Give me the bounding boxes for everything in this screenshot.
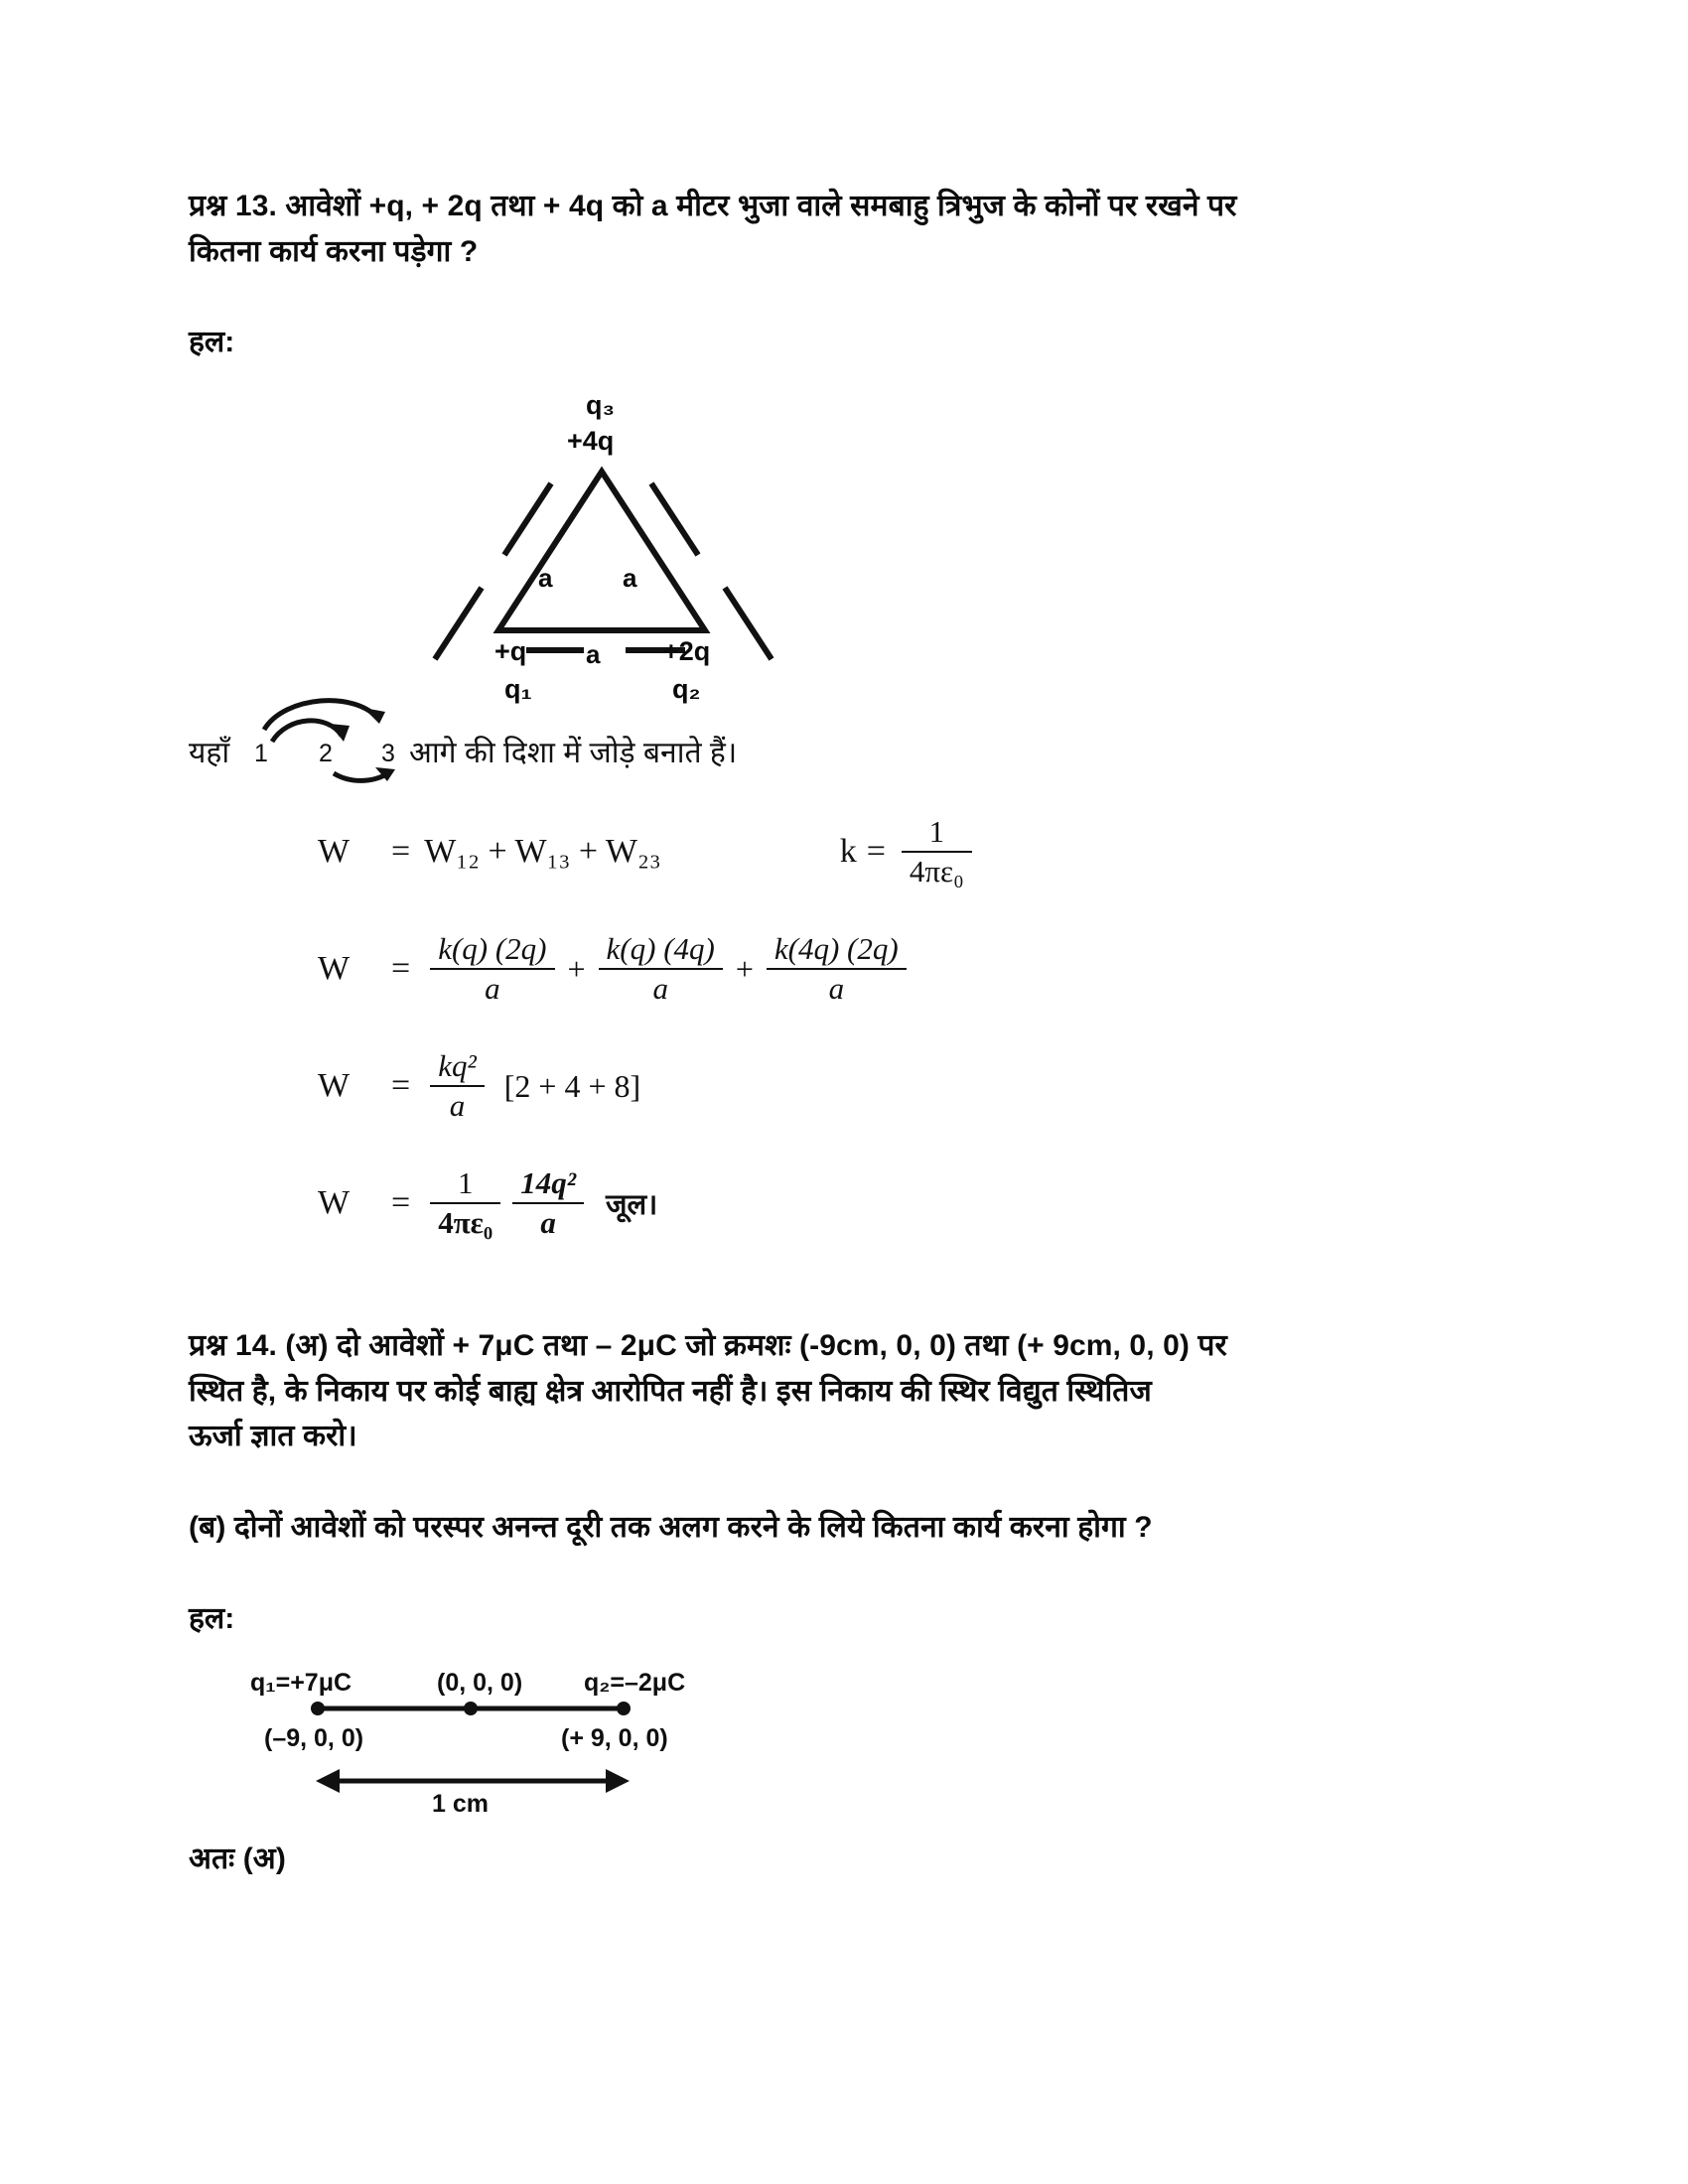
page-content xyxy=(189,184,1470,1881)
eq3-fraction xyxy=(430,1050,485,1122)
question-13-text xyxy=(189,184,1470,274)
eq2-term-3-denominator: a xyxy=(767,968,907,1006)
question-13-solution-label: हल: xyxy=(189,326,235,359)
eq4-f2-numerator: 14q² xyxy=(520,1165,577,1201)
question-14-line-2: स्थित है, के निकाय पर कोई बाह्य क्षेत्र आरोपित नहीं है। इस निकाय की स्थिर विद्युत स्थितिज xyxy=(189,1374,1152,1408)
eq2-term-3-numerator: k(4q) (2q) xyxy=(774,931,899,967)
question-13-line-2: कितना कार्य करना पड़ेगा ? xyxy=(189,234,479,268)
triangle-figure-svg xyxy=(189,386,884,684)
triangle-apex-charge: +4q xyxy=(567,426,615,457)
eq2-lhs: W xyxy=(318,950,351,988)
question-14-answer-label: अतः (अ) xyxy=(189,1842,286,1875)
equation-row-4 xyxy=(318,1145,1470,1262)
spacer xyxy=(189,1637,1470,1663)
triangle-left-charge: +q xyxy=(494,636,527,667)
eq3-equals: = xyxy=(391,1067,411,1105)
triangle-side-left-label: a xyxy=(538,563,553,594)
axis-distance-label: 1 cm xyxy=(432,1789,489,1818)
question-13-line-1: प्रश्न 13. आवेशों +q, + 2q तथा + 4q को a मीटर भुजा वाले समबाहु त्रिभुज के कोनों पर रखने पर xyxy=(189,190,1237,222)
pair-index-1: 1 xyxy=(254,740,268,768)
pair-note-prefix: यहाँ xyxy=(189,737,230,770)
triangle-side-right-label: a xyxy=(623,563,637,594)
pair-index-2: 2 xyxy=(319,740,333,768)
question-13-equations xyxy=(318,793,1470,1262)
eq3-numerator: kq² xyxy=(438,1048,477,1084)
equation-row-1 xyxy=(318,793,1470,910)
eq2-equals: = xyxy=(391,950,411,988)
spacer xyxy=(189,1262,1470,1323)
axis-origin-label: (0, 0, 0) xyxy=(437,1668,523,1697)
eq4-fraction-2 xyxy=(512,1167,584,1239)
eq4-f1-numerator: 1 xyxy=(457,1165,474,1201)
eq4-unit: जूल। xyxy=(606,1188,658,1221)
triangle-right-symbol: q₂ xyxy=(672,674,701,705)
eq1-lhs: W xyxy=(318,833,351,871)
eq2-term-1-numerator: k(q) (2q) xyxy=(438,931,547,967)
k-numerator: 1 xyxy=(928,814,945,850)
spacer xyxy=(189,274,1470,320)
question-14-line-3: ऊर्जा ज्ञात करो। xyxy=(189,1420,357,1453)
spacer xyxy=(189,1551,1470,1596)
pair-index-3: 3 xyxy=(381,740,395,768)
eq4-fraction-1 xyxy=(430,1167,500,1239)
eq2-term-3 xyxy=(767,933,907,1005)
k-definition xyxy=(840,816,978,887)
triangle-figure xyxy=(189,386,1470,705)
eq4-lhs: W xyxy=(318,1184,351,1222)
k-equals: = xyxy=(866,833,886,871)
eq2-term-1 xyxy=(430,933,554,1005)
spacer xyxy=(189,360,1470,386)
axis-left-charge-label: q₁=+7μC xyxy=(250,1668,352,1697)
eq2-operator-2: + xyxy=(735,950,754,987)
triangle-side-bottom-label: a xyxy=(586,639,601,670)
eq2-term-2-numerator: k(q) (4q) xyxy=(606,931,715,967)
triangle-left-symbol: q₁ xyxy=(504,674,532,705)
eq2-term-1-denominator: a xyxy=(430,968,554,1006)
eq3-lhs: W xyxy=(318,1067,351,1105)
question-14-text xyxy=(189,1323,1470,1459)
eq2-term-2 xyxy=(599,933,723,1005)
triangle-right-charge: +2q xyxy=(663,636,711,667)
eq4-f2-denominator: a xyxy=(512,1202,584,1240)
eq4-f1-denominator: 4πε₀ xyxy=(430,1202,500,1240)
k-lhs: k xyxy=(839,833,857,871)
charge-axis-figure xyxy=(189,1663,1470,1837)
question-14-part-b: (ब) दोनों आवेशों को परस्पर अनन्त दूरी तक अलग करने के लिये कितना कार्य करना होगा ? xyxy=(189,1510,1153,1544)
eq1-equals: = xyxy=(391,833,411,871)
eq2-term-2-denominator: a xyxy=(599,968,723,1006)
equation-row-3 xyxy=(318,1027,1470,1145)
triangle-apex-symbol: q₃ xyxy=(586,390,615,421)
axis-left-coords: (–9, 0, 0) xyxy=(264,1723,364,1752)
eq3-bracket: [2 + 4 + 8] xyxy=(503,1067,641,1104)
question-14-solution-label: हल: xyxy=(189,1601,235,1635)
eq2-operator-1: + xyxy=(567,950,586,987)
k-denominator: 4πε₀ xyxy=(902,851,972,888)
axis-right-charge-label: q₂=–2μC xyxy=(584,1668,686,1697)
spacer xyxy=(189,1459,1470,1505)
eq1-terms: W₁₂ + W₁₃ + W₂₃ xyxy=(424,833,661,871)
eq3-denominator: a xyxy=(430,1085,485,1123)
axis-right-coords: (+ 9, 0, 0) xyxy=(561,1723,668,1752)
question-14-line-1: प्रश्न 14. (अ) दो आवेशों + 7μC तथा – 2μC जो क्रमशः (-9cm, 0, 0) तथा (+ 9cm, 0, 0) पर xyxy=(189,1329,1227,1363)
equation-row-2 xyxy=(318,910,1470,1027)
k-fraction xyxy=(902,816,972,887)
pair-note-suffix: आगे की दिशा में जोड़े बनाते हैं। xyxy=(409,737,738,770)
eq4-equals: = xyxy=(391,1184,411,1222)
pair-direction-figure xyxy=(189,684,1470,793)
